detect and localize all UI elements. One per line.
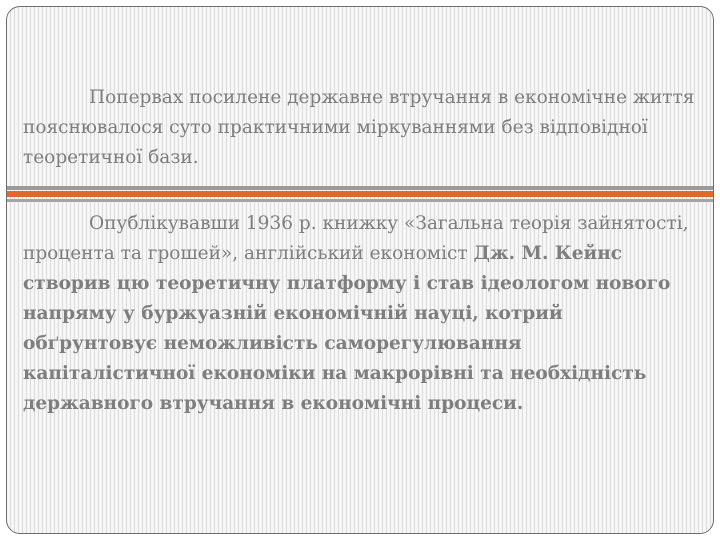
divider-gray-top	[7, 186, 713, 190]
paragraph-2	[23, 209, 695, 419]
paragraph-2-bold: Дж. М. Кейнс створив цю теоретичну платформу і став ідеологом нового напряму у буржуазній економічній науці, котрий обґрунтовує неможливість саморегулювання капіталістичної економіки на макрорівні та необхідність державного втручання в економічні процеси.	[23, 243, 671, 414]
paragraph-1	[23, 83, 695, 173]
paragraph-1-text: Поперваx посилене державне втручання в економічне життя пояснювалося суто практичними міркуваннями без відповідної теоретичної бази.	[23, 87, 695, 168]
divider-orange-bar	[7, 191, 713, 197]
paragraph-2-intro: Опублікувавши 1936 р. книжку «Загальна теорія зайнятості, процента та грошей», англійський економіст	[23, 213, 689, 264]
slide	[6, 6, 714, 534]
section-divider	[7, 186, 713, 204]
divider-gray-bottom	[7, 199, 713, 202]
